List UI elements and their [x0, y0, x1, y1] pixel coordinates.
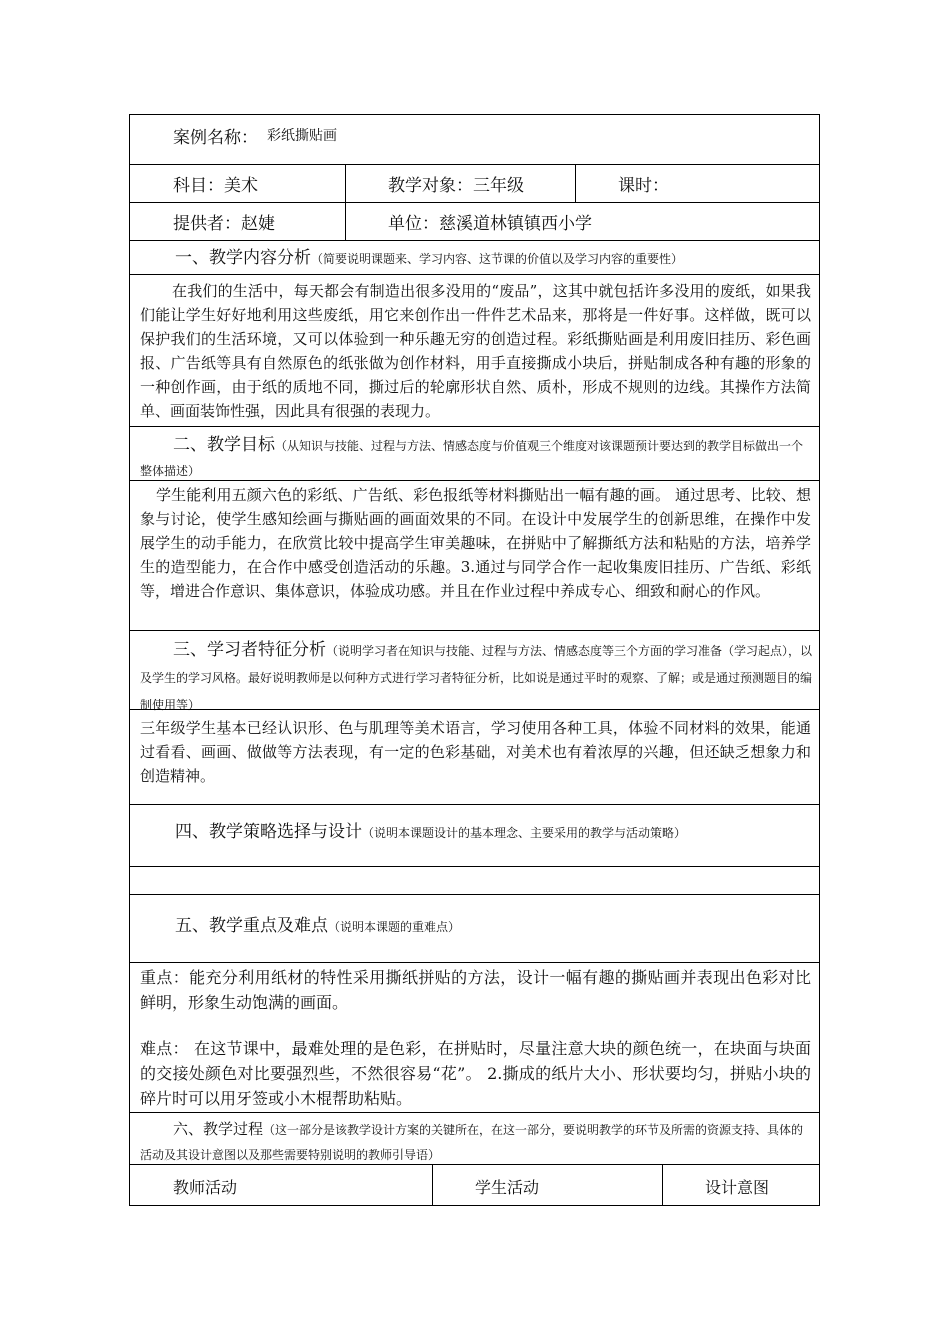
section-5-title: 五、教学重点及难点 [175, 916, 328, 936]
design-intent-header: 设计意图 [705, 1178, 770, 1197]
case-name-value: 彩纸撕贴画 [267, 128, 337, 144]
hours-label: 课时： [618, 176, 669, 196]
section-2-title: 二、教学目标 [173, 435, 275, 455]
section-5-note: （说明本课题的重难点） [328, 920, 461, 934]
section-4-header [129, 804, 820, 866]
table-divider-1 [432, 1165, 433, 1205]
section-6-title: 六、教学过程 [173, 1120, 264, 1138]
section-6-note: （这一部分是该教学设计方案的关键所在，在这一部分，要说明教学的环节及所需的资源支持、具体的活动及其设计意图以及那些需要特别说明的教师引导语） [140, 1123, 804, 1162]
student-activity-header: 学生活动 [475, 1178, 540, 1197]
section-4-body [129, 866, 820, 894]
provider-label: 提供者：赵婕 [173, 214, 275, 234]
process-table-header [129, 1164, 820, 1206]
section-4-note: （说明本课题设计的基本理念、主要采用的教学与活动策略） [362, 826, 687, 840]
subject-divider-2 [575, 165, 576, 202]
provider-row [129, 202, 820, 240]
section-1-title: 一、教学内容分析 [175, 248, 311, 268]
section-1-text: 在我们的生活中，每天都会有制造出很多没用的“废品”，这其中就包括许多没用的废纸，如果我们能让学生好好地利用这些废纸，用它来创作出一件件艺术品来，那将是一件好事。这样做，既可以保护我们的生活环境，又可以体验到一种乐趣无穷的创造过程。彩纸撕贴画是利用废旧挂历、彩色画报、广告纸等具有自然原色的纸张做为创作材料，用手直接撕成小块后，拼贴制成各种有趣的形象的一种创作画，由于纸的质地不同，撕过后的轮廓形状自然、质朴，形成不规则的边线。其操作方法简单、画面装饰性强，因此具有很强的表现力。 [140, 282, 811, 420]
audience-label: 教学对象：三年级 [388, 176, 524, 196]
subject-divider-1 [345, 165, 346, 202]
table-divider-2 [662, 1165, 663, 1205]
section-2-header [129, 426, 820, 480]
section-6-header [129, 1112, 820, 1164]
section-2-text: 学生能利用五颜六色的彩纸、广告纸、彩色报纸等材料撕贴出一幅有趣的画。 通过思考、比较、想象与讨论，使学生感知绘画与撕贴画的画面效果的不同。在设计中发展学生的创新思维，在操作中发展学生的动手能力，在欣赏比较中提高学生审美趣味，在拼贴中了解撕纸方法和粘贴的方法，培养学生的造型能力，在合作中感受创造活动的乐趣。3.通过与同学合作一起收集废旧挂历、广告纸、彩纸等，增进合作意识、集体意识，体验成功感。并且在作业过程中养成专心、细致和耐心的作风。 [140, 486, 811, 600]
provider-divider [345, 203, 346, 240]
section-5-header [129, 894, 820, 962]
section-4-title: 四、教学策略选择与设计 [175, 822, 362, 842]
section-3-body [129, 709, 820, 804]
difficult-point-text: 难点： 在这节课中，最难处理的是色彩，在拼贴时，尽量注意大块的颜色统一，在块面与块面的交接处颜色对比要强烈些，不然很容易“花”。 2.撕成的纸片大小、形状要均匀，拼贴小块的碎片时可以用牙签或小木棍帮助粘贴。 [140, 1039, 811, 1108]
section-2-note: （从知识与技能、过程与方法、情感态度与价值观三个维度对该课题预计要达到的教学目标做出一个整体描述） [140, 439, 804, 478]
section-3-note: （说明学习者在知识与技能、过程与方法、情感态度等三个方面的学习准备（学习起点），以及学生的学习风格。最好说明教师是以何种方式进行学习者特征分析，比如说是通过平时的观察、了解；或是通过预测题目的编制使用等） [140, 644, 813, 712]
section-3-text: 三年级学生基本已经认识形、色与肌理等美术语言，学习使用各种工具，体验不同材料的效果，能通过看看、画画、做做等方法表现，有一定的色彩基础，对美术也有着浓厚的兴趣，但还缺乏想象力和创造精神。 [140, 719, 811, 785]
key-point-text: 重点：能充分利用纸材的特性采用撕纸拼贴的方法，设计一幅有趣的撕贴画并表现出色彩对比鲜明，形象生动饱满的画面。 [140, 968, 811, 1012]
section-3-header [129, 630, 820, 712]
case-name-label: 案例名称： [173, 128, 258, 148]
section-1-note: （简要说明课题来、学习内容、这节课的价值以及学习内容的重要性） [311, 252, 684, 266]
section-1-header [129, 240, 820, 274]
section-3-title: 三、学习者特征分析 [173, 640, 326, 660]
case-name-row [129, 114, 820, 164]
section-5-body [129, 962, 820, 1112]
unit-label: 单位：慈溪道林镇镇西小学 [388, 214, 592, 234]
subject-row [129, 164, 820, 202]
section-2-body [129, 480, 820, 630]
section-1-body [129, 274, 820, 426]
teacher-activity-header: 教师活动 [173, 1178, 238, 1197]
subject-label: 科目：美术 [173, 176, 258, 196]
